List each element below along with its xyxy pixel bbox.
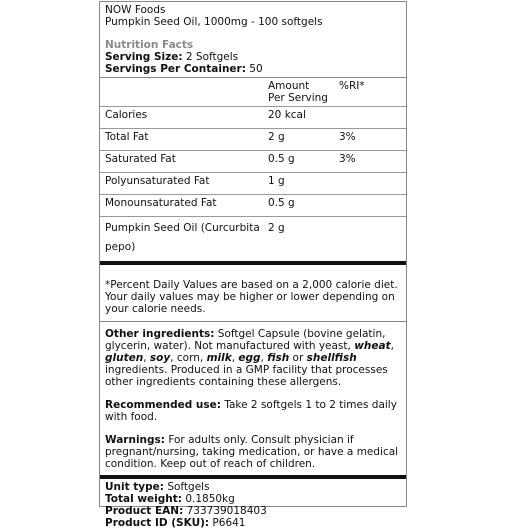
unit-type-label: Unit type:: [105, 481, 164, 493]
nutrient-name-line2: pepo): [105, 241, 136, 253]
nutrient-ri: [334, 173, 406, 195]
allergen-shellfish: shellfish: [306, 352, 357, 364]
header-amount-cell: [263, 78, 334, 107]
separator: , corn,: [170, 352, 207, 364]
product-ean: [105, 505, 401, 517]
brand-name: NOW Foods: [105, 4, 166, 16]
warnings-text: For adults only. Consult physician if pregnant/nursing, taking medication, or have a medical condition. Keep out of reach of children.: [105, 434, 399, 470]
separator: or: [289, 352, 307, 364]
nutrient-amount: 0.5 g: [263, 195, 334, 217]
nutrient-ri: 3%: [334, 129, 406, 151]
table-header-row: [100, 78, 406, 107]
nutrient-ri: [334, 217, 406, 260]
servings-per-container-value: 50: [249, 63, 263, 75]
other-ingredients: [100, 328, 406, 388]
nutrition-facts-title: Nutrition Facts: [105, 39, 194, 51]
nutrient-amount: 2 g: [268, 222, 285, 234]
nutrient-amount: 1 g: [263, 173, 334, 195]
nutrient-name: Total Fat: [100, 129, 263, 151]
product-sku-label: Product ID (SKU):: [105, 517, 210, 529]
nutrient-name: Saturated Fat: [100, 151, 263, 173]
allergen-gluten: gluten: [105, 352, 144, 364]
nutrient-amount: 2 g: [263, 129, 334, 151]
thick-divider: [100, 261, 406, 265]
header-amount-line2: Per Serving: [268, 92, 328, 104]
header-amount-line1: Amount: [268, 80, 310, 92]
nutrition-table: [100, 78, 406, 259]
unit-type: [105, 481, 401, 493]
recommended-use-text: Take 2 softgels 1 to 2 times daily with food.: [105, 399, 397, 423]
separator: ,: [231, 352, 239, 364]
product-label-panel: [99, 1, 407, 529]
table-row: [100, 151, 406, 173]
servings-per-container: [105, 63, 401, 77]
table-row: [100, 173, 406, 195]
header-block: [100, 2, 406, 77]
header-name-cell: [100, 78, 263, 107]
nutrient-name-line1: Pumpkin Seed Oil (Curcurbita: [105, 222, 260, 234]
recommended-use-label: Recommended use:: [105, 399, 221, 411]
nutrient-name: [100, 217, 263, 260]
table-row: [100, 217, 406, 260]
servings-per-container-label: Servings Per Container:: [105, 63, 246, 75]
warnings-label: Warnings:: [105, 434, 165, 446]
nutrient-name: Polyunsaturated Fat: [100, 173, 263, 195]
allergen-fish: fish: [267, 352, 290, 364]
nutrient-ri: [334, 195, 406, 217]
nutrient-ri: 3%: [334, 151, 406, 173]
nutrient-amount: 0.5 g: [263, 151, 334, 173]
nutrient-amount: 20 kcal: [263, 107, 334, 129]
total-weight-label: Total weight:: [105, 493, 182, 505]
nutrient-name: Calories: [100, 107, 263, 129]
total-weight-value: 0.1850kg: [181, 493, 235, 505]
divider: [100, 321, 406, 322]
other-ingredients-text: Softgel Capsule (bovine gelatin, glycerin, water). Not manufactured with yeast,: [105, 328, 386, 352]
nutrient-ri: [334, 107, 406, 129]
unit-type-value: Softgels: [163, 481, 210, 493]
separator: ,: [260, 352, 268, 364]
table-row: [100, 129, 406, 151]
footnote: *Percent Daily Values are based on a 2,000 calorie diet. Your daily values may be higher or lower depending on your calorie needs.: [105, 279, 398, 315]
warnings: [100, 434, 406, 475]
product-title: Pumpkin Seed Oil, 1000mg - 100 softgels: [105, 16, 323, 28]
nutrient-name: Monounsaturated Fat: [100, 195, 263, 217]
allergen-egg: egg: [238, 352, 261, 364]
product-sku-value: P6641: [209, 517, 246, 529]
serving-size: [105, 51, 401, 63]
other-ingredients-label: Other ingredients:: [105, 328, 215, 340]
allergen-milk: milk: [206, 352, 232, 364]
product-ean-label: Product EAN:: [105, 505, 184, 517]
separator: ,: [390, 340, 394, 352]
product-sku: [105, 517, 401, 529]
product-info: [100, 479, 406, 529]
allergen-wheat: wheat: [354, 340, 391, 352]
separator: ,: [143, 352, 150, 364]
recommended-use: [100, 399, 406, 423]
total-weight: [105, 493, 401, 505]
allergen-soy: soy: [149, 352, 171, 364]
table-row: [100, 195, 406, 217]
serving-size-value: 2 Softgels: [185, 51, 239, 63]
other-ingredients-text-2: ingredients. Produced in a GMP facility that processes other ingredients containing these allergens.: [105, 364, 388, 388]
table-row: [100, 107, 406, 129]
product-ean-value: 733739018403: [183, 505, 267, 517]
header-ri: %RI*: [334, 78, 406, 107]
serving-size-label: Serving Size:: [105, 51, 183, 63]
